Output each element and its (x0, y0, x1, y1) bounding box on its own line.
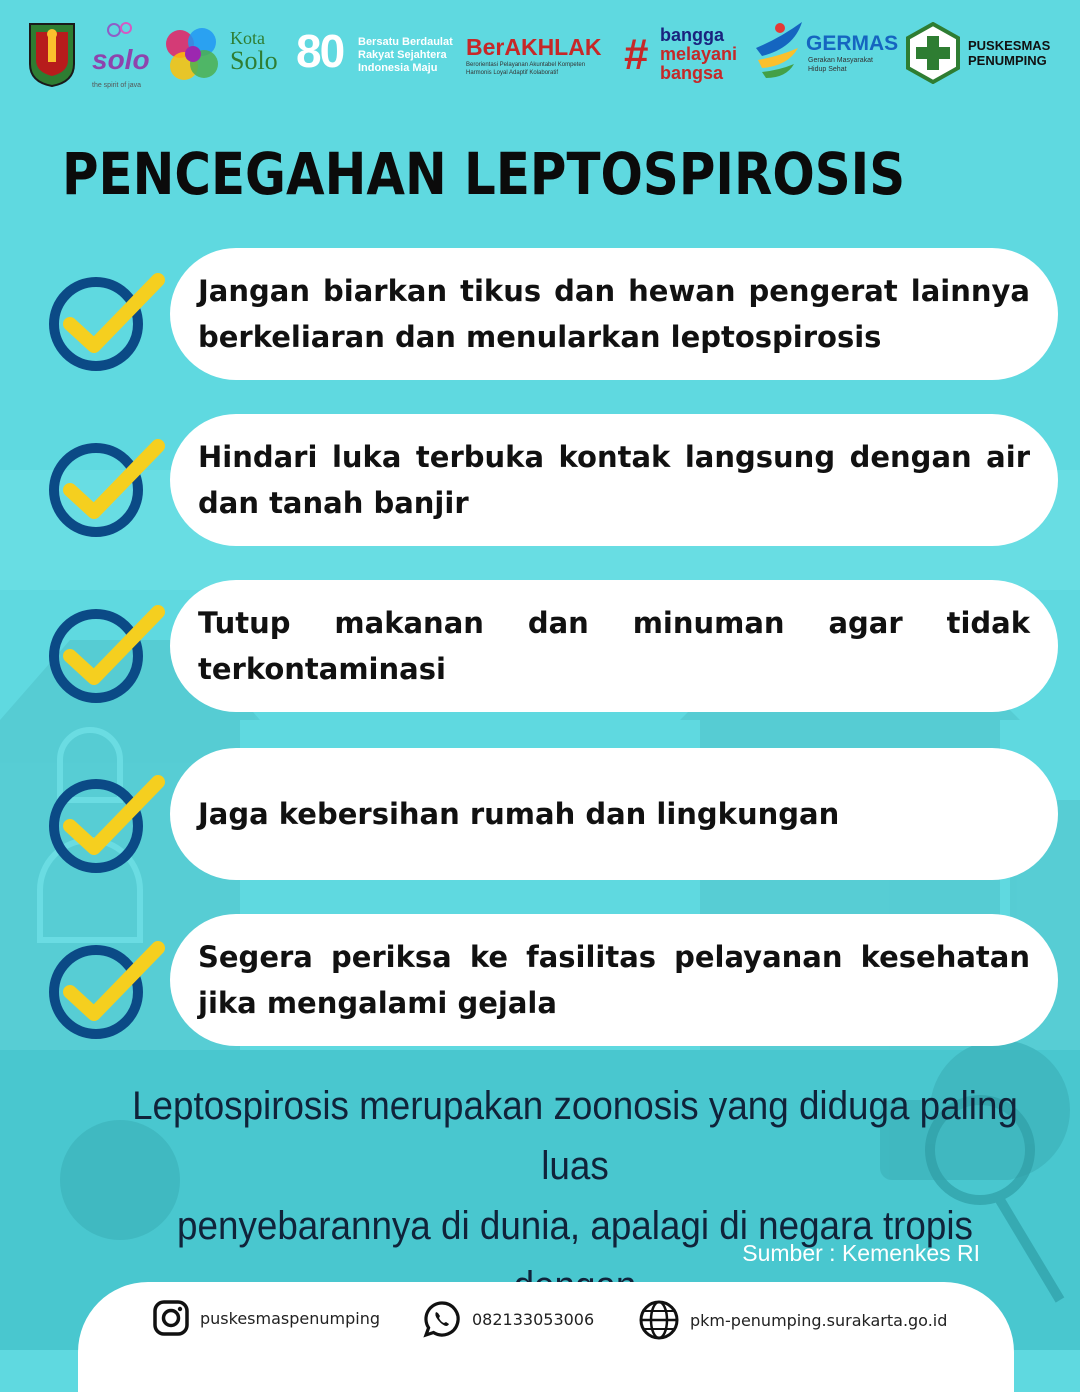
germas-sub2: Hidup Sehat (808, 66, 847, 73)
kota-solo-flower-icon (160, 22, 226, 88)
kota-solo-line1: Kota (230, 28, 265, 48)
page-title: PENCEGAHAN LEPTOSPIROSIS (62, 140, 906, 208)
list-item-text: Segera periksa ke fasilitas pelayanan kesehatan jika mengalami gejala (198, 940, 1030, 1020)
website-url: pkm-penumping.surakarta.go.id (690, 1310, 948, 1330)
germas-sub1: Gerakan Masyarakat (808, 57, 873, 64)
globe-icon (638, 1299, 680, 1341)
footer-contacts (78, 1282, 1014, 1392)
whatsapp-contact[interactable] (422, 1299, 594, 1339)
solo-logo-text: solo (92, 44, 150, 75)
bangga-line2: melayani (660, 44, 738, 64)
solo-logo (90, 20, 152, 94)
hut-ri-80-number: 80 (296, 25, 344, 77)
check-icon (46, 594, 166, 714)
list-item-text: Jaga kebersihan rumah dan lingkungan (198, 797, 840, 831)
kota-surakarta-crest-icon (28, 22, 76, 88)
kota-solo-logo (160, 22, 290, 92)
list-item-text: Jangan biarkan tikus dan hewan pengerat lainnya berkeliaran dan menularkan leptospirosis (198, 274, 1030, 354)
info-note-line1: Leptospirosis merupakan zoonosis yang diduga paling luas (132, 1084, 1018, 1188)
hut-line1: Bersatu Berdaulat (358, 36, 453, 48)
website-contact[interactable] (638, 1299, 947, 1341)
hut-line2: Rakyat Sejahtera (358, 49, 447, 61)
list-item-text: Hindari luka terbuka kontak langsung dengan air dan tanah banjir (198, 440, 1030, 520)
puskesmas-cross-icon (904, 22, 962, 84)
header-logos (0, 0, 1080, 110)
list-item (170, 580, 1058, 712)
list-item (170, 414, 1058, 546)
check-icon (46, 262, 166, 382)
bangga-line1: bangga (660, 25, 725, 45)
puskesmas-line1: PUSKESMAS (968, 38, 1051, 53)
check-icon (46, 428, 166, 548)
kota-solo-line2: Solo (230, 46, 278, 75)
hut-line3: Indonesia Maju (358, 62, 438, 74)
germas-logo (752, 20, 902, 90)
hut-ri-80-logo (296, 24, 456, 84)
whatsapp-icon (422, 1299, 462, 1339)
check-icon (46, 764, 166, 884)
info-note-line2: penyebarannya di dunia, apalagi di negara tropis (177, 1204, 973, 1248)
berakhlak-sub2: Harmonis Loyal Adaptif Kolaboratif (466, 70, 559, 76)
instagram-icon (152, 1299, 190, 1337)
whatsapp-number: 082133053006 (472, 1309, 595, 1329)
germas-text: GERMAS (806, 32, 899, 55)
puskesmas-logo (904, 22, 1064, 86)
berakhlak-logo (466, 34, 622, 84)
list-item-text: Tutup makanan dan minuman agar tidak terkontaminasi (198, 606, 1030, 686)
instagram-handle: puskesmaspenumping (200, 1308, 380, 1328)
list-item (170, 748, 1058, 880)
hash-icon: # (624, 30, 649, 79)
berakhlak-sub1: Berorientasi Pelayanan Akuntabel Kompeten (466, 62, 586, 68)
list-item (170, 914, 1058, 1046)
germas-swoosh-icon (752, 20, 806, 84)
source-credit: Sumber : Kemenkes RI (742, 1240, 980, 1266)
instagram-contact[interactable] (152, 1299, 380, 1337)
bangga-melayani-bangsa-logo (624, 24, 748, 84)
berakhlak-text: BerAKHLAK (466, 34, 602, 60)
solo-tagline: the spirit of java (92, 82, 142, 89)
bangga-line3: bangsa (660, 63, 724, 83)
list-item (170, 248, 1058, 380)
puskesmas-line2: PENUMPING (968, 53, 1047, 68)
check-icon (46, 930, 166, 1050)
